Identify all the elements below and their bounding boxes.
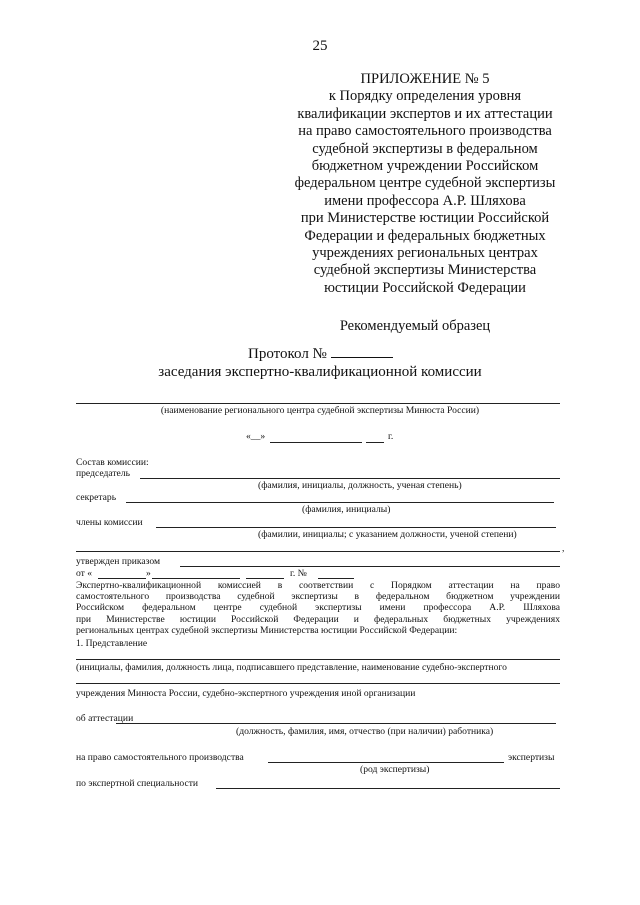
- secretary-field[interactable]: [126, 502, 554, 503]
- chairman-field[interactable]: [140, 478, 560, 479]
- expertise-kind-caption: (род экспертизы): [360, 764, 430, 775]
- chairman-caption: (фамилия, инициалы, должность, ученая степень): [258, 480, 462, 491]
- regional-center-caption: (наименование регионального центра судебной экспертизы Минюста России): [160, 405, 480, 416]
- regional-center-field[interactable]: [76, 403, 560, 404]
- members-label: члены комиссии: [76, 517, 143, 528]
- date-year-suffix: г.: [388, 431, 394, 442]
- order-year-field[interactable]: [246, 578, 284, 579]
- secretary-label: секретарь: [76, 492, 117, 503]
- expertise-word: экспертизы: [508, 752, 555, 763]
- specialty-label: по экспертной специальности: [76, 778, 199, 789]
- order-date-close: »: [146, 568, 151, 579]
- appendix-line: на право самостоятельного производства: [298, 123, 552, 140]
- recommended-sample-label: Рекомендуемый образец: [339, 318, 491, 334]
- right-to-label: на право самостоятельного производства: [76, 752, 244, 763]
- order-day-field[interactable]: [98, 578, 146, 579]
- members-caption: (фамилии, инициалы; с указанием должности, ученой степени): [258, 529, 517, 540]
- paragraph-line: при Министерстве юстиции Российской Федерации и федеральных бюджетных учреждениях: [76, 613, 560, 625]
- paragraph-line: региональных центрах судебной экспертизы Министерства юстиции Российской Федерации:: [76, 624, 458, 636]
- composition-label: Состав комиссии:: [76, 457, 149, 468]
- date-day: «__»: [246, 431, 266, 442]
- attestation-caption: (должность, фамилия, имя, отчество (при наличии) работника): [236, 726, 494, 737]
- protocol-number-field[interactable]: [331, 343, 393, 358]
- page-number: 25: [312, 38, 328, 54]
- order-number-label: г. №: [290, 568, 307, 579]
- appendix-line: бюджетном учреждении Российском: [311, 158, 539, 175]
- paragraph-line: Экспертно-квалификационной комиссией в соответствии с Порядком аттестации на право: [76, 580, 560, 591]
- paragraph-line: Российском федеральном центре судебной экспертизы имени профессора А.Р. Шляхова: [76, 602, 560, 614]
- order-field[interactable]: [180, 566, 560, 567]
- approved-by-order-label: утвержден приказом: [76, 556, 161, 567]
- specialty-field[interactable]: [216, 788, 560, 789]
- meeting-title: заседания экспертно-квалификационной комиссии: [158, 364, 482, 380]
- secretary-caption: (фамилия, инициалы): [302, 504, 391, 515]
- protocol-title: [248, 343, 393, 363]
- appendix-line: Федерации и федеральных бюджетных: [304, 227, 546, 244]
- appendix-line: судебной экспертизы Министерства: [313, 262, 537, 279]
- chairman-label: председатель: [76, 468, 130, 479]
- item-1-label: 1. Представление: [76, 638, 148, 649]
- order-date-open: от «: [76, 568, 93, 579]
- attestation-label: об аттестации: [76, 713, 134, 724]
- protocol-title-text: Протокол №: [248, 346, 327, 362]
- date-year-field[interactable]: [366, 442, 384, 443]
- appendix-line: судебной экспертизы в федеральном: [312, 140, 538, 157]
- submission-caption: (инициалы, фамилия, должность лица, подписавшего представление, наименование судебно-экспертного: [76, 662, 507, 673]
- submission-field-2[interactable]: [76, 683, 560, 684]
- members-field-continued[interactable]: [76, 551, 560, 552]
- appendix-line: федеральном центре судебной экспертизы: [294, 175, 556, 192]
- order-number-field[interactable]: [318, 578, 354, 579]
- attestation-field[interactable]: [116, 723, 556, 724]
- order-month-field[interactable]: [152, 578, 240, 579]
- appendix-line: ПРИЛОЖЕНИЕ № 5: [360, 71, 490, 87]
- date-month-field[interactable]: [270, 442, 362, 443]
- members-comma: ,: [562, 543, 565, 554]
- members-field[interactable]: [156, 527, 556, 528]
- paragraph-line: самостоятельного производства судебной экспертизы в федеральном бюджетном учреждении: [76, 591, 560, 603]
- appendix-line: при Министерстве юстиции Российской: [300, 210, 550, 227]
- appendix-line: учреждениях региональных центрах: [312, 245, 538, 262]
- submission-field[interactable]: [76, 659, 560, 660]
- expertise-kind-field[interactable]: [268, 762, 504, 763]
- attestation-paragraph: [76, 580, 560, 636]
- submission-caption-2: учреждения Минюста России, судебно-экспертного учреждения иной организации: [76, 688, 416, 699]
- appendix-line: имени профессора А.Р. Шляхова: [324, 192, 526, 209]
- appendix-heading: [275, 71, 575, 297]
- appendix-line: юстиции Российской Федерации: [324, 279, 526, 296]
- appendix-line: квалификации экспертов и их аттестации: [297, 105, 553, 122]
- appendix-line: к Порядку определения уровня: [328, 88, 522, 105]
